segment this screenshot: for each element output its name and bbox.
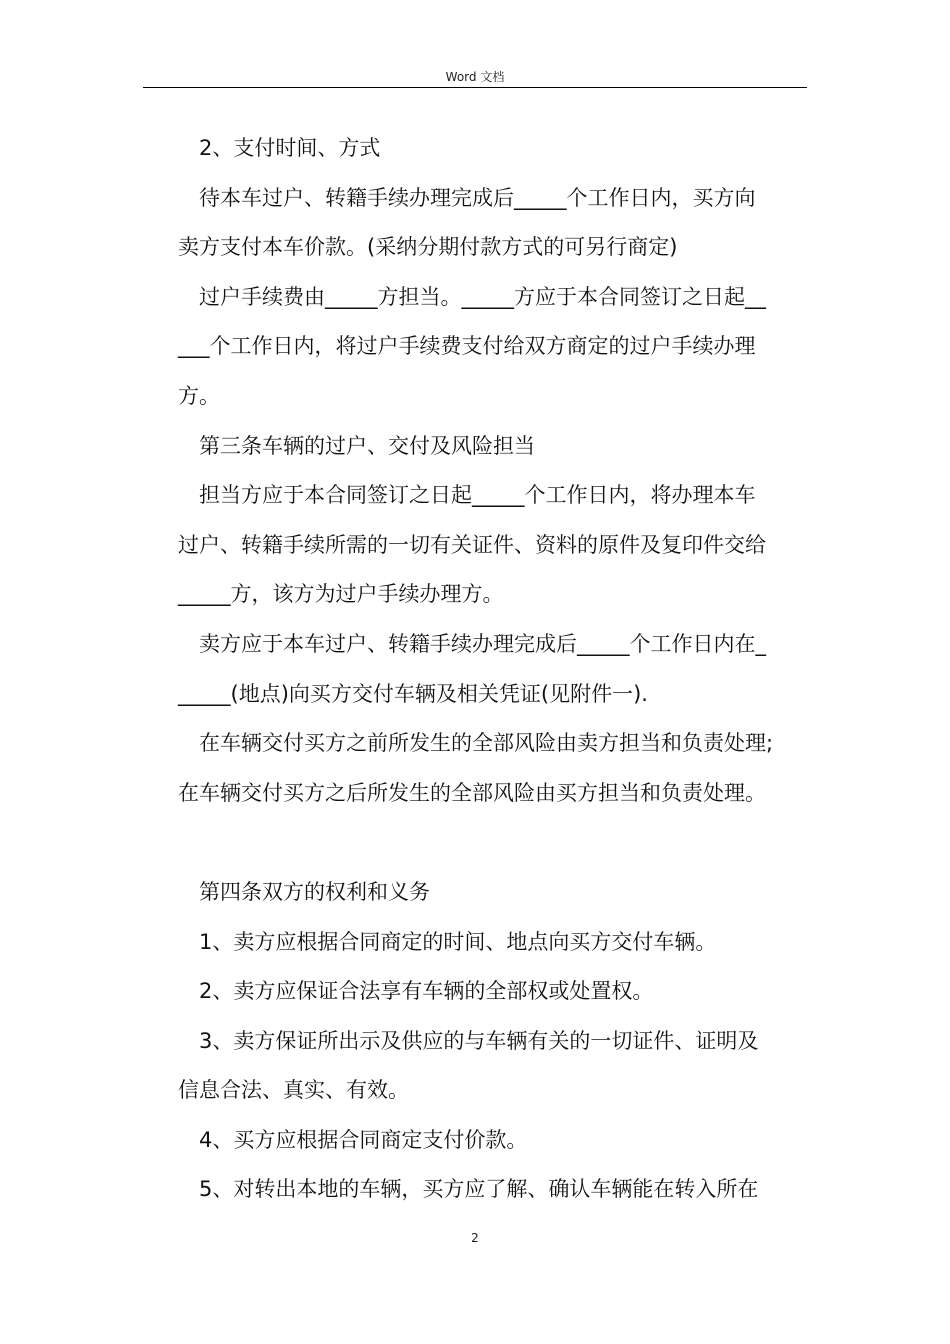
paragraph-line: 过户、转籍手续所需的一切有关证件、资料的原件及复印件交给 (178, 532, 766, 557)
paragraph-line: 信息合法、真实、有效。 (178, 1078, 409, 1103)
paragraph-line: 待本车过户、转籍手续办理完成后_____个工作日内，买方向 (199, 185, 756, 210)
paragraph-line: 第四条双方的权利和义务 (199, 879, 430, 904)
paragraph-line: ___个工作日内，将过户手续费支付给双方商定的过户手续办理 (178, 334, 756, 359)
paragraph-line: 2、卖方应保证合法享有车辆的全部权或处置权。 (199, 979, 654, 1004)
paragraph-line: 担当方应于本合同签订之日起_____个工作日内，将办理本车 (199, 483, 756, 508)
paragraph-line: 卖方应于本车过户、转籍手续办理完成后_____个工作日内在_ (199, 631, 766, 656)
paragraph-line: 5、对转出本地的车辆，买方应了解、确认车辆能在转入所在 (199, 1177, 759, 1202)
paragraph-line: _____(地点)向买方交付车辆及相关凭证(见附件一). (178, 681, 648, 706)
page-number: 2 (471, 1231, 479, 1245)
document-body (178, 124, 808, 1215)
paragraph-line: 2、支付时间、方式 (199, 136, 381, 160)
header-divider (143, 87, 807, 88)
paragraph-line: 在车辆交付买方之前所发生的全部风险由卖方担当和负责处理; (199, 731, 774, 756)
paragraph-line: 3、卖方保证所出示及供应的与车辆有关的一切证件、证明及 (199, 1028, 759, 1053)
paragraph-line: 1、卖方应根据合同商定的时间、地点向买方交付车辆。 (199, 929, 717, 954)
paragraph-line: 方。 (178, 383, 220, 408)
paragraph-line: 4、买方应根据合同商定支付价款。 (199, 1127, 528, 1152)
paragraph-line: _____方，该方为过户手续办理方。 (178, 582, 504, 607)
paragraph-line: 过户手续费由_____方担当。_____方应于本合同签订之日起__ (199, 284, 766, 309)
paragraph-line: 第三条车辆的过户、交付及风险担当 (199, 433, 535, 458)
paragraph-line: 在车辆交付买方之后所发生的全部风险由买方担当和负责处理。 (178, 780, 766, 805)
blank-line (178, 818, 808, 868)
page-header: Word 文档 (445, 70, 505, 84)
paragraph-line: 卖方支付本车价款。(采纳分期付款方式的可另行商定) (178, 235, 678, 260)
